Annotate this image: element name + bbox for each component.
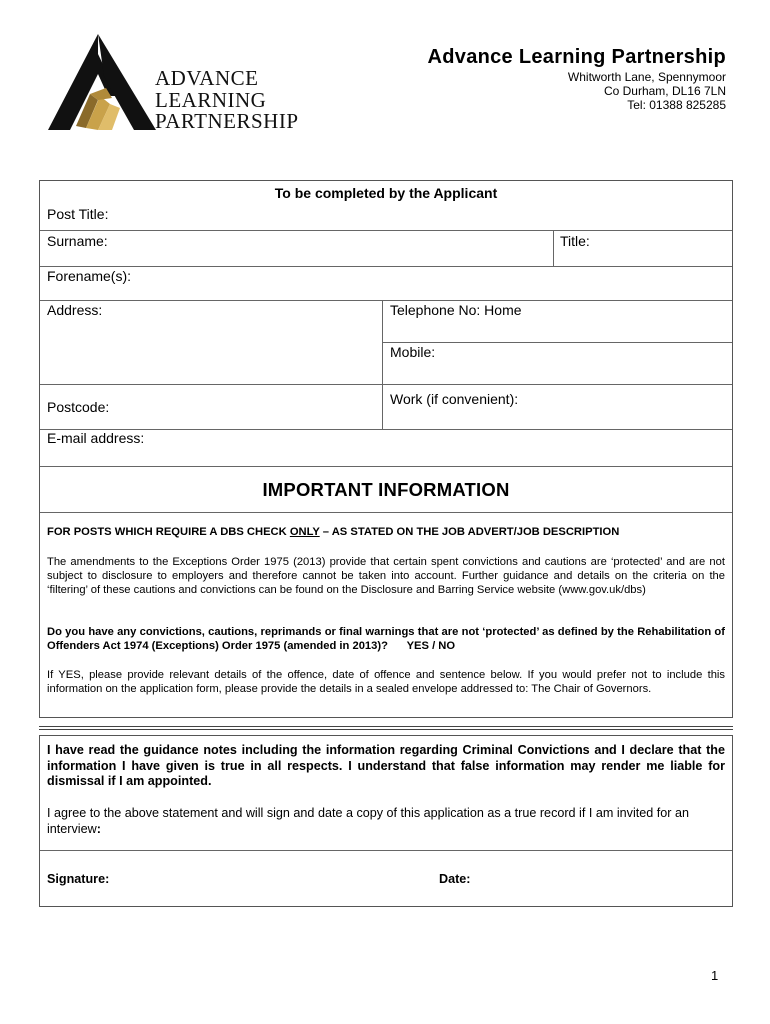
yes-no-choice[interactable]: YES / NO: [406, 640, 456, 652]
declaration-statement: I have read the guidance notes including the information regarding Criminal Convictions and I declare that the information I have given is true in all respects. I understand that false information may render me liable for dismissal if I am appointed.: [47, 743, 725, 788]
address-line-2: Co Durham, DL16 7LN: [603, 84, 726, 98]
if-yes-paragraph: If YES, please provide relevant details of the offence, date of offence and sentence below. If you would prefer not to include this information on the application form, please provide the details in a sealed envelope addressed to: The Chair of Governors.: [47, 669, 725, 695]
logo-word-3: PARTNERSHIP: [155, 109, 299, 133]
date-field[interactable]: Date:: [439, 872, 471, 886]
logo-mark-icon: [46, 34, 156, 132]
page-number: 1: [711, 968, 719, 983]
work-phone-field[interactable]: Work (if convenient):: [390, 391, 519, 407]
logo-word-2: LEARNING: [155, 88, 267, 112]
agree-statement: I agree to the above statement and will sign and date a copy of this application as a true record if I am invited for an interview:: [47, 806, 689, 836]
email-field[interactable]: E-mail address:: [47, 430, 145, 446]
signature-field[interactable]: Signature:: [47, 872, 110, 886]
title-field[interactable]: Title:: [560, 233, 590, 249]
logo-word-1: ADVANCE: [155, 66, 259, 90]
telephone-home-field[interactable]: Telephone No: Home: [390, 302, 522, 318]
form-heading: To be completed by the Applicant: [274, 185, 498, 201]
organisation-name: Advance Learning Partnership: [427, 46, 726, 68]
telephone-line: Tel: 01388 825285: [627, 98, 726, 112]
amendments-paragraph: The amendments to the Exceptions Order 1975 (2013) provide that certain spent convictions and cautions are ‘protected’ and are not subject to disclosure to employers and therefore cannot be taken into account. Further guidance and details on the criteria on the ‘filtering’ of these cautions and convictions can be found on the Disclosure and Barring Service website (www.gov.uk/dbs): [47, 556, 725, 596]
dbs-notice: FOR POSTS WHICH REQUIRE A DBS CHECK ONLY – AS STATED ON THE JOB ADVERT/JOB DESCRIPTION: [47, 526, 620, 538]
post-title-field[interactable]: Post Title:: [47, 206, 109, 222]
convictions-question: Do you have any convictions, cautions, reprimands or final warnings that are not ‘protected’ as defined by the Rehabilitation of Offenders Act 1974 (Exceptions) Order 1975 (amended in 2013)? YES / NO: [47, 626, 725, 652]
mobile-field[interactable]: Mobile:: [390, 344, 436, 360]
postcode-field[interactable]: Postcode:: [47, 399, 110, 415]
logo: [46, 34, 326, 134]
address-line-1: Whitworth Lane, Spennymoor: [567, 70, 726, 84]
important-heading: IMPORTANT INFORMATION: [262, 479, 510, 500]
surname-field[interactable]: Surname:: [47, 233, 108, 249]
forenames-field[interactable]: Forename(s):: [47, 268, 132, 284]
address-field[interactable]: Address:: [47, 302, 103, 318]
